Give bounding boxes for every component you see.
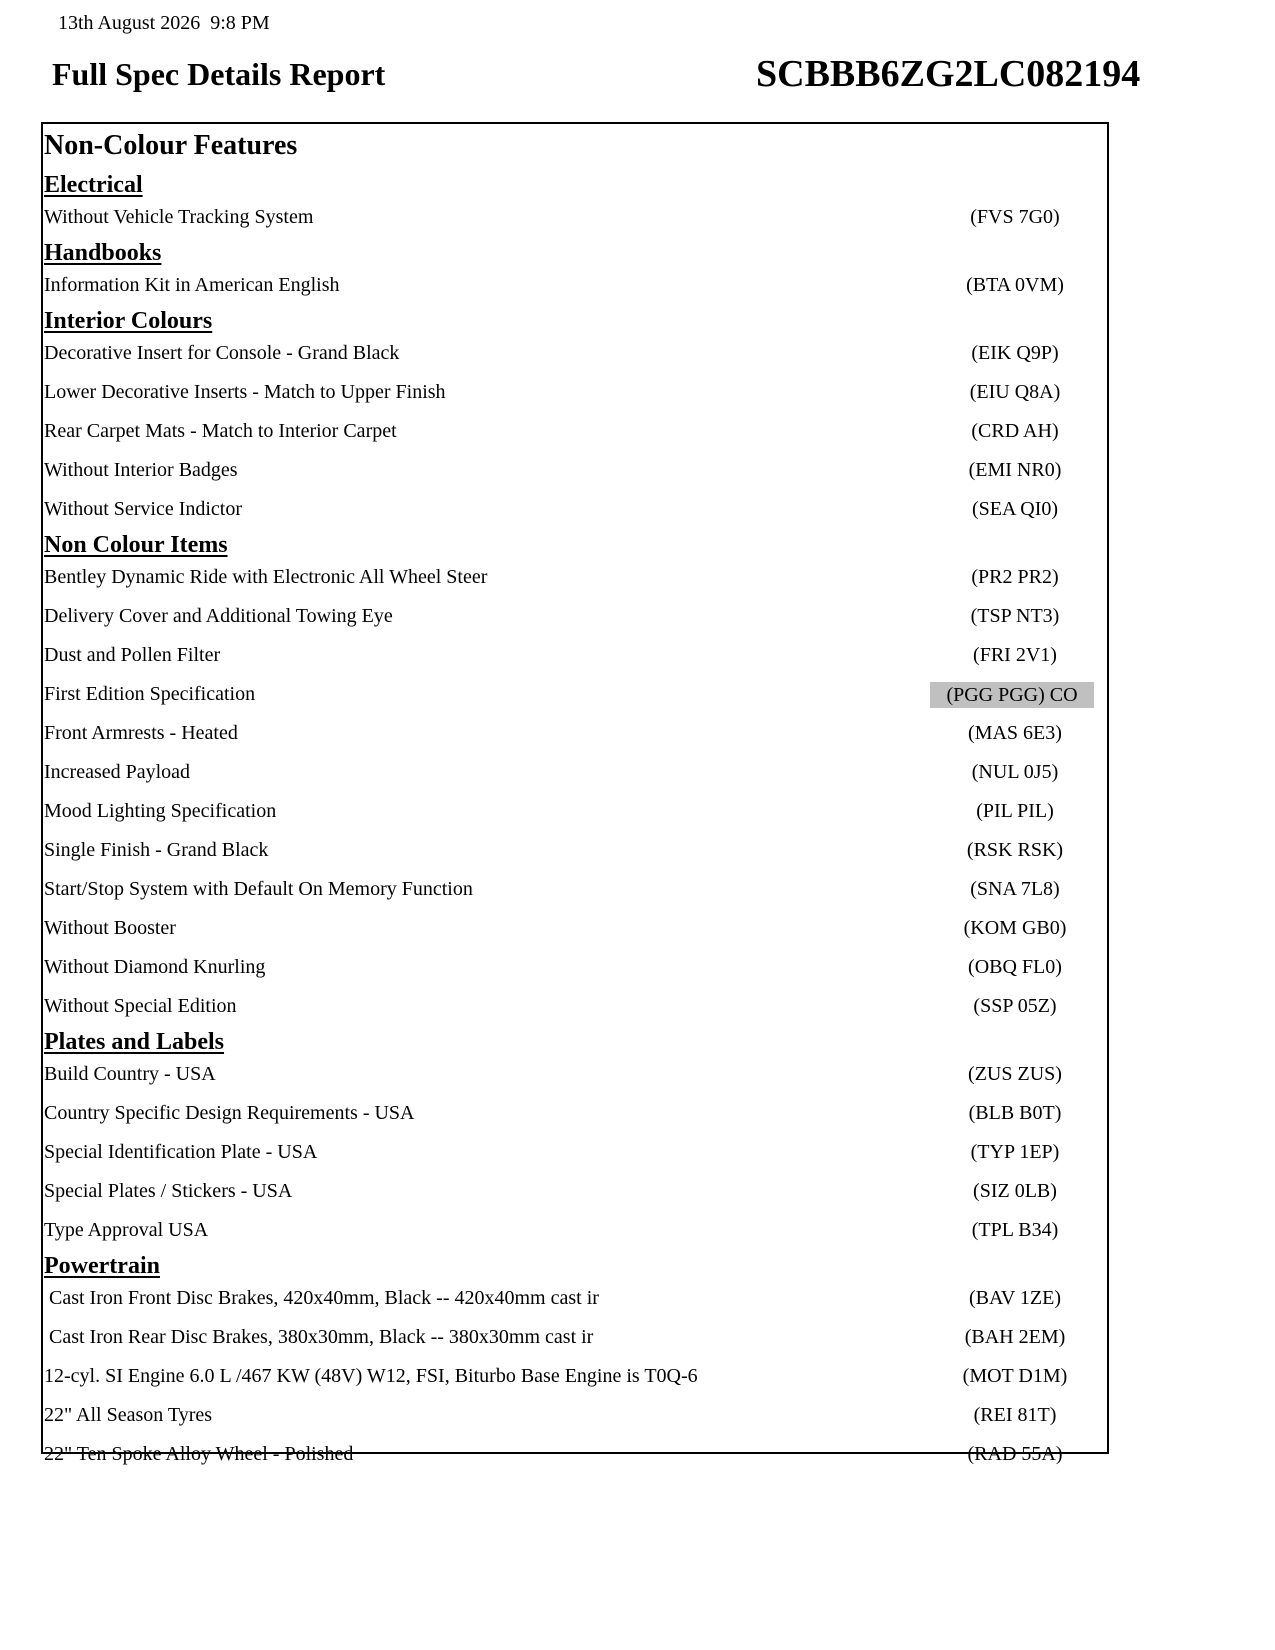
feature-code: (SSP 05Z) xyxy=(973,995,1057,1017)
feature-code: (BAV 1ZE) xyxy=(968,1287,1062,1309)
table-row xyxy=(44,342,1106,372)
feature-code: (BTA 0VM) xyxy=(966,274,1064,296)
table-row xyxy=(44,956,1106,986)
feature-label: Without Special Edition xyxy=(44,995,237,1017)
feature-label: 12-cyl. SI Engine 6.0 L /467 KW (48V) W12, FSI, Biturbo Base Engine is T0Q-6 xyxy=(44,1365,698,1387)
feature-label: Country Specific Design Requirements - USA xyxy=(44,1102,415,1124)
table-row xyxy=(44,644,1106,674)
table-row xyxy=(44,1365,1106,1395)
feature-label: 22" All Season Tyres xyxy=(44,1404,213,1426)
feature-code: (TSP NT3) xyxy=(970,605,1060,627)
section-heading-electrical: Electrical xyxy=(44,172,143,198)
table-row xyxy=(44,605,1106,635)
feature-code: (RAD 55A) xyxy=(967,1443,1063,1465)
feature-label: First Edition Specification xyxy=(44,683,256,705)
table-row xyxy=(44,917,1106,947)
feature-label: Increased Payload xyxy=(44,761,191,783)
feature-code: (SEA QI0) xyxy=(971,498,1059,520)
feature-code: (OBQ FL0) xyxy=(968,956,1062,978)
feature-label: Build Country - USA xyxy=(44,1063,216,1085)
table-row xyxy=(44,1102,1106,1132)
feature-label: Lower Decorative Inserts - Match to Upper Finish xyxy=(44,381,446,403)
table-row xyxy=(44,1326,1106,1356)
table-row xyxy=(44,498,1106,528)
feature-code: (BLB B0T) xyxy=(968,1102,1062,1124)
feature-label: Cast Iron Front Disc Brakes, 420x40mm, Black -- 420x40mm cast ir xyxy=(44,1287,599,1309)
table-row xyxy=(44,995,1106,1025)
feature-label: Mood Lighting Specification xyxy=(44,800,277,822)
table-title: Non-Colour Features xyxy=(44,130,298,161)
table-row xyxy=(44,274,1106,304)
table-row xyxy=(44,1063,1106,1093)
feature-label: Special Plates / Stickers - USA xyxy=(44,1180,293,1202)
features-table xyxy=(41,122,1109,1465)
feature-code: (MAS 6E3) xyxy=(968,722,1062,744)
feature-code: (CRD AH) xyxy=(971,420,1059,442)
table-row xyxy=(44,1180,1106,1210)
feature-label: Start/Stop System with Default On Memory Function xyxy=(44,878,473,900)
table-row xyxy=(44,420,1106,450)
table-row xyxy=(44,839,1106,869)
feature-code: (FRI 2V1) xyxy=(973,644,1057,666)
table-row xyxy=(44,1219,1106,1249)
feature-code: (BAH 2EM) xyxy=(964,1326,1066,1348)
feature-label: Without Diamond Knurling xyxy=(44,956,266,978)
feature-code: (KOM GB0) xyxy=(963,917,1067,939)
feature-label: Rear Carpet Mats - Match to Interior Carpet xyxy=(44,420,397,442)
feature-code: (PIL PIL) xyxy=(976,800,1054,822)
table-row xyxy=(44,800,1106,830)
feature-label: Bentley Dynamic Ride with Electronic All Wheel Steer xyxy=(44,566,488,588)
feature-code-highlighted: (PGG PGG) CO xyxy=(930,682,1094,708)
vin-number: SCBBB6ZG2LC082194 xyxy=(756,53,1141,95)
feature-code: (EMI NR0) xyxy=(968,459,1062,481)
section-heading-handbooks: Handbooks xyxy=(44,240,162,266)
feature-label: Without Vehicle Tracking System xyxy=(44,206,314,228)
feature-label: Information Kit in American English xyxy=(44,274,340,296)
feature-code: (TYP 1EP) xyxy=(970,1141,1060,1163)
feature-label: Special Identification Plate - USA xyxy=(44,1141,318,1163)
table-row xyxy=(44,1404,1106,1434)
feature-code: (SNA 7L8) xyxy=(970,878,1060,900)
feature-code: (RSK RSK) xyxy=(966,839,1064,861)
section-heading-non-colour-items: Non Colour Items xyxy=(44,532,228,558)
table-row xyxy=(44,683,1106,713)
feature-label: Dust and Pollen Filter xyxy=(44,644,221,666)
table-row xyxy=(44,722,1106,752)
table-row xyxy=(44,1141,1106,1171)
feature-code: (EIK Q9P) xyxy=(971,342,1059,364)
feature-label: Cast Iron Rear Disc Brakes, 380x30mm, Black -- 380x30mm cast ir xyxy=(44,1326,594,1348)
feature-code: (SIZ 0LB) xyxy=(973,1180,1057,1202)
table-row xyxy=(44,206,1106,236)
feature-code: (ZUS ZUS) xyxy=(968,1063,1062,1085)
table-row xyxy=(44,1287,1106,1317)
feature-code: (MOT D1M) xyxy=(962,1365,1068,1387)
feature-label: Delivery Cover and Additional Towing Eye xyxy=(44,605,393,627)
feature-label: Type Approval USA xyxy=(44,1219,209,1241)
feature-label: Without Booster xyxy=(44,917,176,939)
feature-code: (REI 81T) xyxy=(973,1404,1057,1426)
feature-code: (FVS 7G0) xyxy=(970,206,1060,228)
feature-code: (EIU Q8A) xyxy=(969,381,1061,403)
section-heading-plates-and-labels: Plates and Labels xyxy=(44,1029,225,1055)
feature-code: (TPL B34) xyxy=(971,1219,1059,1241)
feature-label: Without Interior Badges xyxy=(44,459,238,481)
report-timestamp: 13th August 2026 9:8 PM xyxy=(58,12,270,34)
section-heading-powertrain: Powertrain xyxy=(44,1253,160,1279)
feature-code: (PR2 PR2) xyxy=(971,566,1059,588)
feature-code: (NUL 0J5) xyxy=(971,761,1059,783)
table-row xyxy=(44,459,1106,489)
feature-label: Single Finish - Grand Black xyxy=(44,839,269,861)
table-row xyxy=(44,761,1106,791)
report-title: Full Spec Details Report xyxy=(52,56,386,92)
table-row xyxy=(44,381,1106,411)
feature-label: 22" Ten Spoke Alloy Wheel - Polished xyxy=(44,1443,354,1465)
feature-label: Decorative Insert for Console - Grand Black xyxy=(44,342,400,364)
feature-label: Front Armrests - Heated xyxy=(44,722,238,744)
section-heading-interior-colours: Interior Colours xyxy=(44,308,213,334)
table-row xyxy=(44,1443,1106,1473)
table-row xyxy=(44,878,1106,908)
feature-label: Without Service Indictor xyxy=(44,498,243,520)
table-row xyxy=(44,566,1106,596)
